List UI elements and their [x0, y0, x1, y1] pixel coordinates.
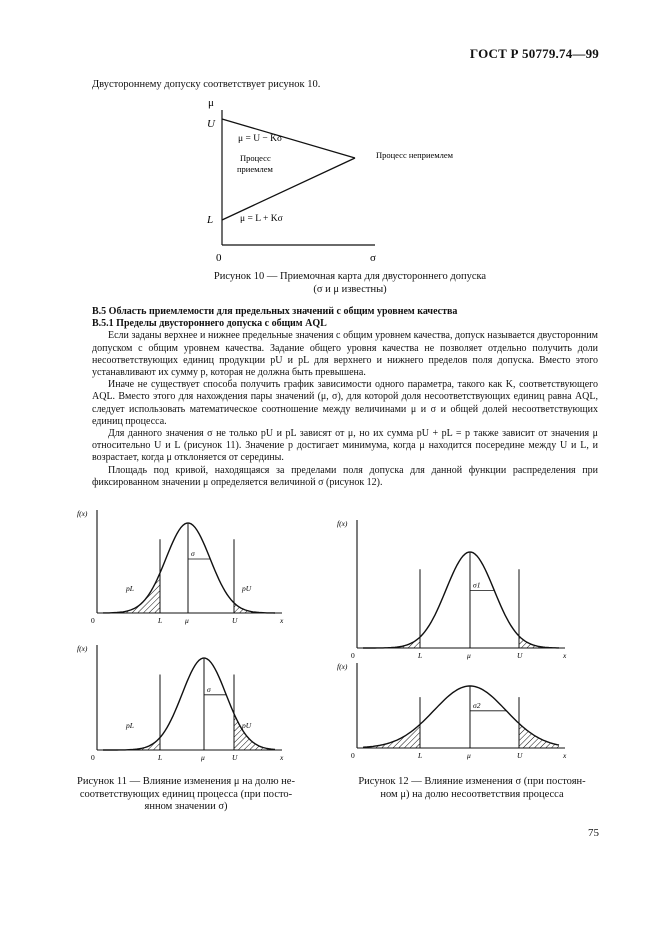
- fig11-top-lower-tail: [103, 573, 160, 613]
- figure-12-caption: [344, 776, 600, 801]
- figure-10-caption-line1: Рисунок 10 — Приемочная карта для двустороннего допуска: [213, 271, 487, 282]
- figure-11-caption-line3: янном значении σ): [144, 801, 228, 812]
- fig11-top-mu-label: μ: [185, 616, 189, 625]
- fig11-bottom-pl-label: pL: [126, 721, 134, 730]
- fig12-top-density-curve: [363, 552, 559, 648]
- figure-11-caption: [62, 776, 310, 814]
- fig10-axis-y-label: μ: [208, 97, 214, 109]
- fig11-bottom-density-curve: [103, 658, 275, 750]
- fig10-axis-x-label: σ: [370, 252, 376, 264]
- figures-11-12: [0, 490, 661, 775]
- fig10-accept-line2: приемлем: [237, 164, 273, 174]
- figure-12-caption-line2: ном μ) на долю несоответствия процесса: [380, 788, 564, 800]
- fig11-bottom-l-label: L: [158, 753, 163, 762]
- fig11-top-fx-label: f(x): [77, 509, 88, 518]
- fig12-top-u-label: U: [517, 651, 523, 660]
- fig12-bottom-u-label: U: [517, 751, 523, 760]
- figure-10-acceptance-chart: [0, 0, 661, 300]
- section-subheading: В.5.1 Пределы двустороннего допуска с общим AQL: [92, 318, 327, 330]
- fig12-bottom-sigma-label: σ2: [473, 700, 481, 710]
- figure-11-caption-line1: Рисунок 11 — Влияние изменения μ на долю не-: [77, 776, 295, 787]
- fig12-top-l-label: L: [418, 651, 423, 660]
- fig12-top-sigma-label: σ1: [473, 580, 481, 590]
- section-b5: [92, 306, 598, 489]
- fig12-top-fx-label: f(x): [337, 519, 348, 528]
- fig11-bottom-zero-label: 0: [91, 753, 95, 762]
- fig11-top-density-curve: [103, 523, 275, 613]
- fig12-bottom-fx-label: f(x): [337, 662, 348, 671]
- fig12-bottom-l-label: L: [418, 751, 423, 760]
- fig10-origin: 0: [216, 252, 222, 264]
- intro-text: Двустороннему допуску соответствует рисунок 10.: [92, 79, 321, 90]
- paragraph-4: Площадь под кривой, находящаяся за пределами поля допуска для данной функции распределения при фиксированном значении μ определяется величиной σ (рисунок 12).: [92, 464, 598, 488]
- paragraph-1: Если заданы верхнее и нижнее предельные значения с общим уровнем качества, допуск называется двусторонним допуском с общим уровнем качества. Задание общего уровня качества не позволяет отдельно получить доли несоответствующих единиц продукции pU и pL для верхнего и нижнего пределов поля допуска. Вместо этого устанавливают их сумму p, которая не должна быть превышена.: [92, 330, 598, 379]
- page-number: 75: [588, 827, 599, 839]
- fig11-top-sigma-label: σ: [191, 549, 195, 558]
- fig12-top-x-label: x: [563, 651, 567, 660]
- figure-10-caption: [150, 270, 550, 296]
- figure-12-caption-line1: Рисунок 12 — Влияние изменения σ (при постоян-: [358, 776, 586, 787]
- fig11-top-pu-label: pU: [242, 584, 252, 593]
- fig11-top-pl-label: pL: [126, 584, 134, 593]
- fig11-top-x-label: x: [280, 616, 284, 625]
- fig11-top-l-label: L: [158, 616, 163, 625]
- document-header: ГОСТ Р 50779.74—99: [469, 46, 599, 61]
- fig10-reject-label: Процесс неприемлем: [376, 150, 454, 160]
- fig12-bottom-zero-label: 0: [351, 751, 355, 760]
- fig12-top-zero-label: 0: [351, 651, 355, 660]
- normal-curve-plots: [77, 509, 567, 762]
- fig12-bottom-lower-tail: [363, 724, 420, 748]
- fig10-lower-equation: μ = L + Kσ: [240, 214, 283, 224]
- section-heading: В.5 Область приемлемости для предельных значений с общим уровнем качества: [92, 306, 458, 317]
- fig11-top-zero-label: 0: [91, 616, 95, 625]
- figure-10-caption-line2: (σ и μ известны): [313, 284, 387, 295]
- fig11-bottom-upper-tail: [234, 714, 276, 750]
- fig10-accept-line1: Процесс: [240, 153, 271, 163]
- fig11-bottom-mu-label: μ: [201, 753, 205, 762]
- fig11-bottom-fx-label: f(x): [77, 644, 88, 653]
- fig12-top-mu-label: μ: [467, 651, 471, 660]
- fig11-top-u-label: U: [232, 616, 238, 625]
- fig11-bottom-x-label: x: [280, 753, 284, 762]
- fig10-label-l: L: [207, 214, 214, 226]
- fig12-bottom-x-label: x: [563, 751, 567, 760]
- fig10-label-u: U: [207, 118, 215, 130]
- paragraph-3: Для данного значения σ не только pU и pL зависят от μ, но их сумма pU + pL = p также зависит от значения μ относительно U и L (рисунок 11). Значение p достигает минимума, когда μ находится посередине между U и L, и возрастает, когда μ отклоняется от середины.: [92, 428, 598, 464]
- fig12-bottom-mu-label: μ: [467, 751, 471, 760]
- figure-11-caption-line2: соответствующих единиц процесса (при посто-: [79, 788, 293, 800]
- paragraph-2: Иначе не существует способа получить график зависимости одного параметра, такого как K, соответствующего AQL. Вместо этого для нахождения пары значений (μ, σ), для которой доля несоответствующих единиц равна AQL, следует использовать математическое соотношение между величинами μ и σ и общей долей несоответствующих единиц процесса.: [92, 379, 598, 427]
- fig11-bottom-sigma-label: σ: [207, 684, 211, 694]
- fig11-bottom-lower-tail: [103, 738, 160, 751]
- fig10-upper-equation: μ = U − Kσ: [238, 134, 283, 144]
- fig11-bottom-u-label: U: [232, 753, 238, 762]
- fig11-bottom-pu-label: pU: [242, 721, 252, 730]
